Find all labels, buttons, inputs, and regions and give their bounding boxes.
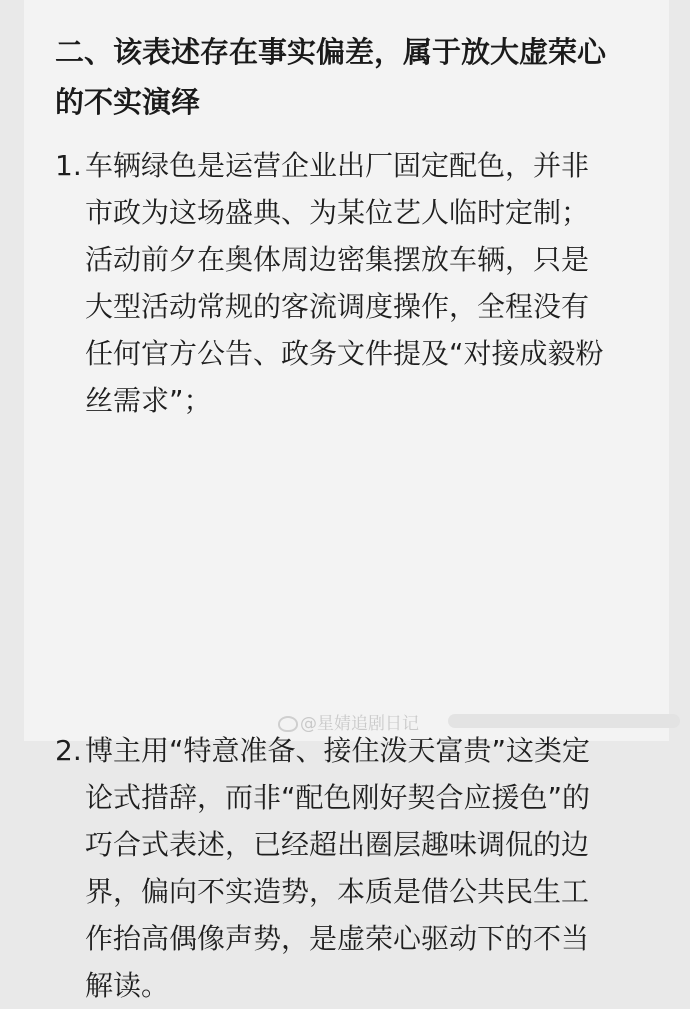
list-item-2 — [55, 727, 685, 1009]
list-line: 活动前夕在奥体周边密集摆放车辆，只是 — [85, 243, 590, 276]
list-number: 1. — [55, 149, 82, 182]
list-line: 作抬高偶像声势，是虚荣心驱动下的不当 — [85, 922, 590, 955]
heading-line-1: 二、该表述存在事实偏差，属于放大虚荣心 — [55, 35, 607, 69]
list-line: 巧合式表述，已经超出圈层趣味调侃的边 — [85, 828, 590, 861]
blurred-watermark-strip — [448, 714, 680, 728]
list-number: 2. — [55, 734, 82, 767]
section-heading — [55, 27, 645, 127]
heading-line-2: 的不实演绎 — [55, 85, 201, 119]
content-card — [24, 0, 669, 1002]
list-line: 论式措辞，而非“配色刚好契合应援色”的 — [85, 781, 591, 814]
list-line: 界，偏向不实造势，本质是借公共民生工 — [85, 875, 590, 908]
list-line: 博主用“特意准备、接住泼天富贵”这类定 — [85, 734, 591, 767]
list-line: 丝需求”； — [85, 384, 212, 417]
weibo-logo-icon — [278, 716, 298, 732]
list-line: 解读。 — [85, 969, 170, 1002]
list-line: 大型活动常规的客流调度操作，全程没有 — [85, 290, 590, 323]
watermark-text: @星婧追剧日记 — [300, 714, 419, 734]
list-line: 车辆绿色是运营企业出厂固定配色，并非 — [85, 149, 590, 182]
list-line: 市政为这场盛典、为某位艺人临时定制； — [85, 196, 590, 229]
list-item-1 — [55, 142, 685, 424]
list-line: 任何官方公告、政务文件提及“对接成毅粉 — [85, 337, 604, 370]
weibo-watermark — [278, 709, 419, 734]
